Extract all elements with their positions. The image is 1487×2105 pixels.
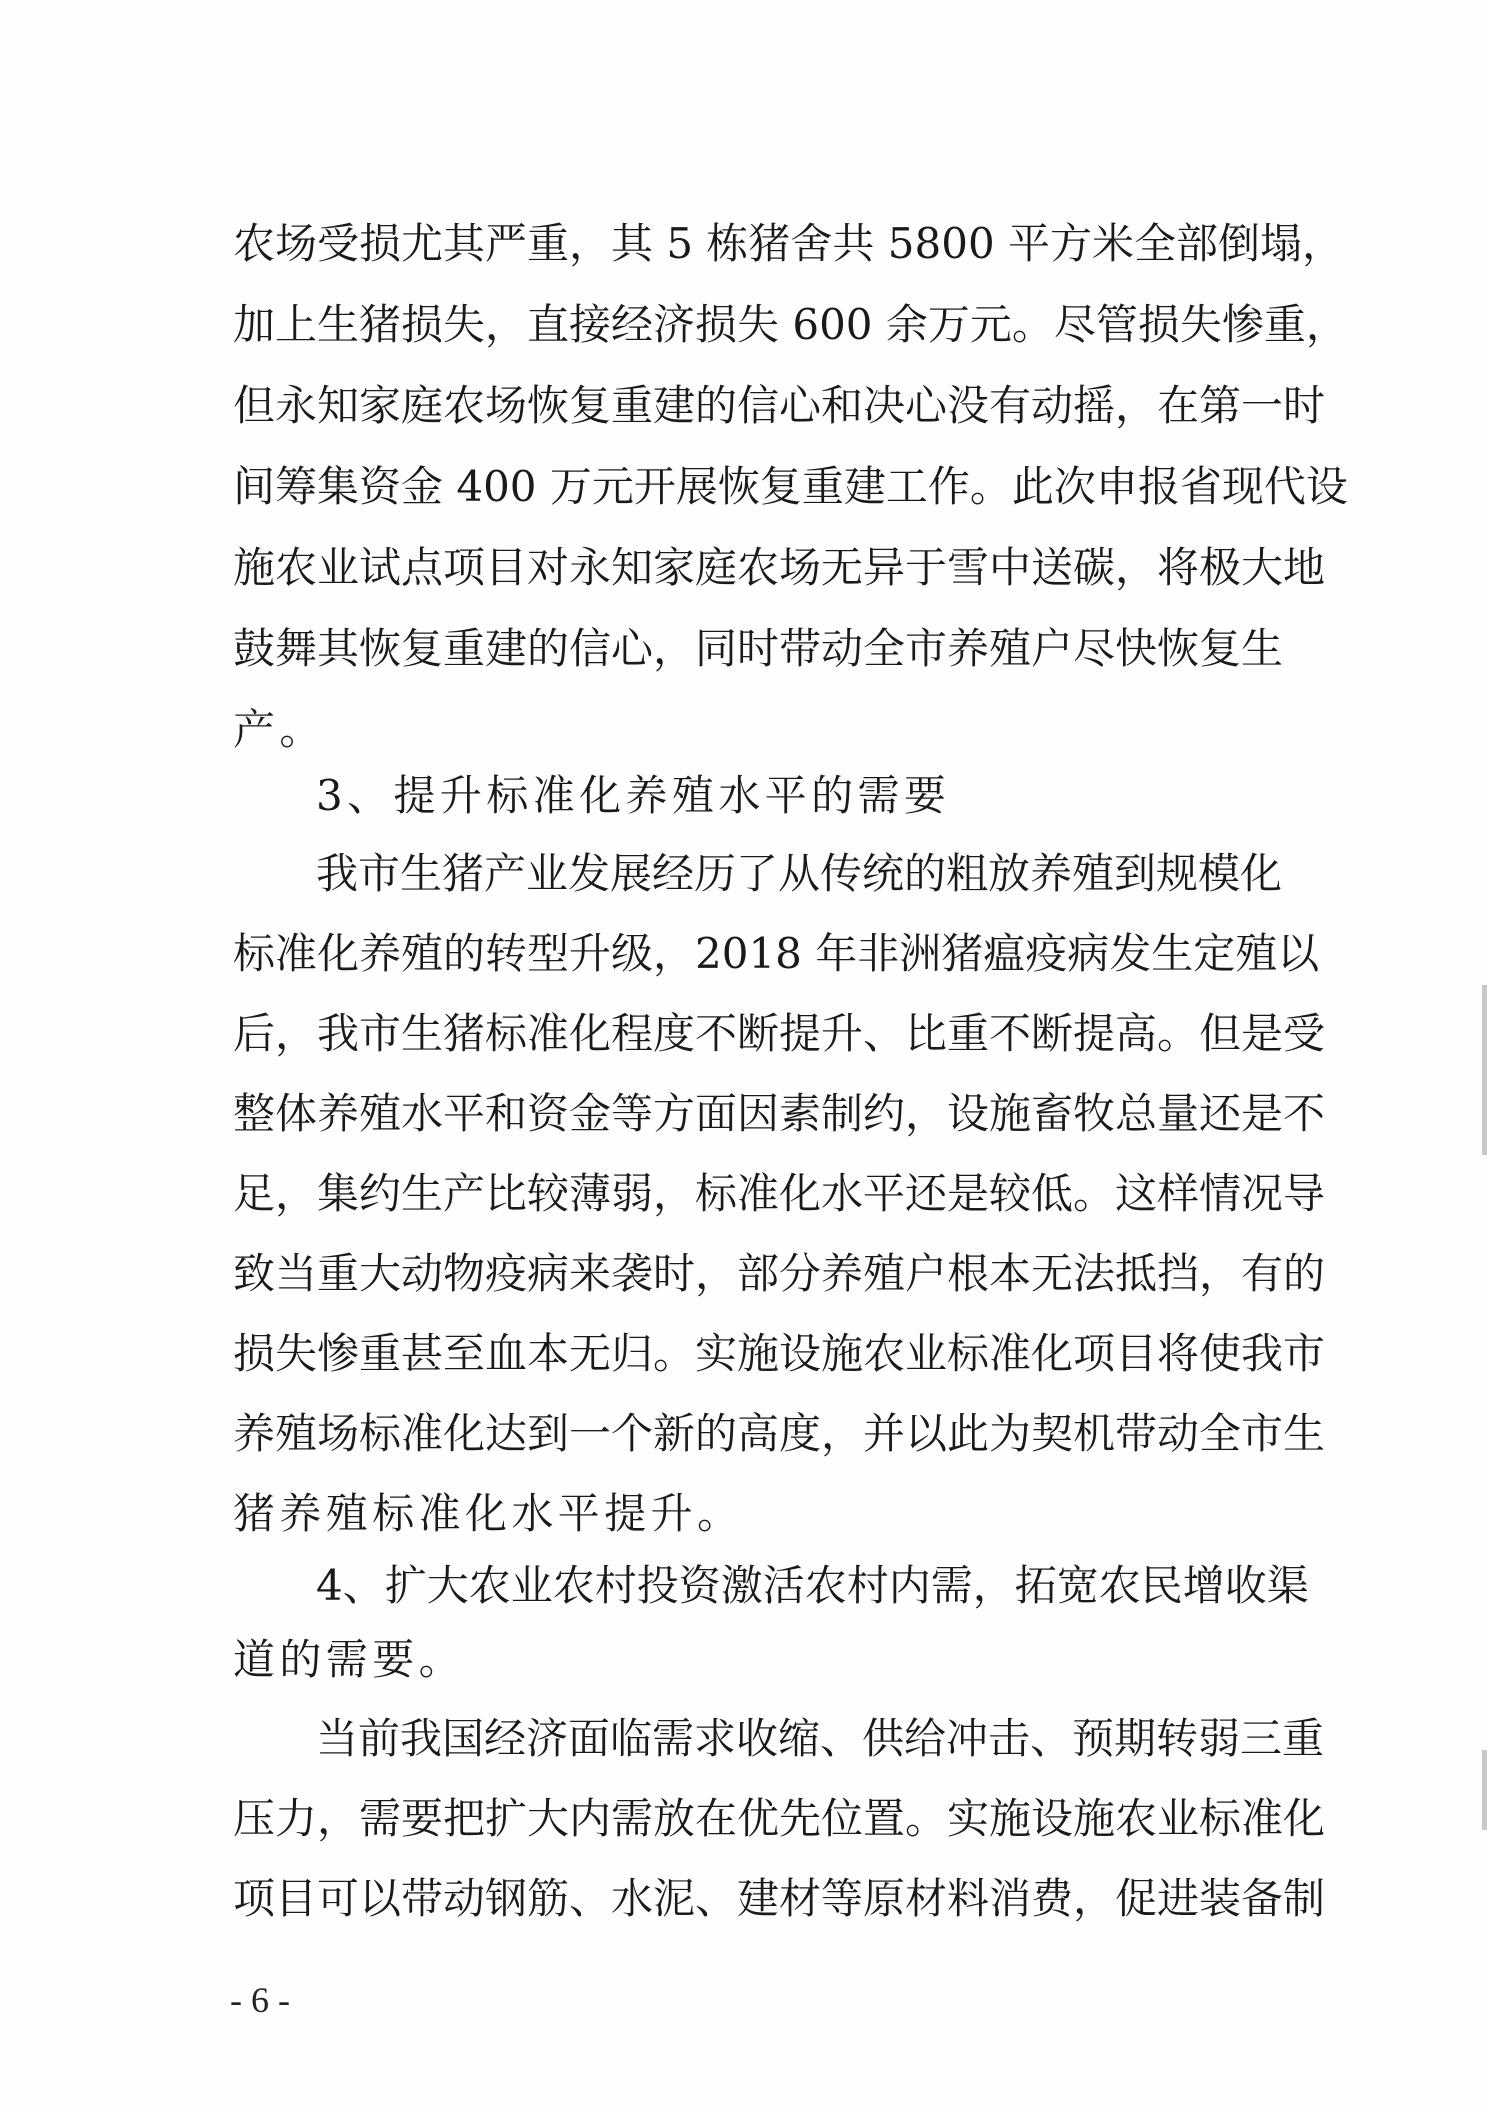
paragraph-line: 致当重大动物疫病来袭时，部分养殖户根本无法抵挡，有的 — [233, 1249, 1326, 1298]
paragraph-line: 标准化养殖的转型升级，2018 年非洲猪瘟疫病发生定殖以 — [233, 929, 1320, 978]
paragraph-line: 产。 — [233, 705, 326, 754]
paragraph-line: 猪养殖标准化水平提升。 — [233, 1489, 744, 1538]
paragraph-line: 压力，需要把扩大内需放在优先位置。实施设施农业标准化 — [233, 1794, 1326, 1843]
paragraph-line: 整体养殖水平和资金等方面因素制约，设施畜牧总量还是不 — [233, 1089, 1326, 1138]
paragraph-line: 施农业试点项目对永知家庭农场无异于雪中送碳，将极大地 — [233, 543, 1326, 592]
paragraph-line: 农场受损尤其严重，其 5 栋猪舍共 5800 平方米全部倒塌， — [233, 219, 1345, 268]
paragraph-line: 损失惨重甚至血本无归。实施设施农业标准化项目将使我市 — [233, 1329, 1326, 1378]
paragraph-line: 鼓舞其恢复重建的信心，同时带动全市养殖户尽快恢复生 — [233, 624, 1284, 673]
paragraph-line: 当前我国经济面临需求收缩、供给冲击、预期转弱三重 — [316, 1714, 1325, 1763]
section-heading: 4、扩大农业农村投资激活农村内需，拓宽农民增收渠 — [316, 1561, 1309, 1610]
paragraph-line: 足，集约生产比较薄弱，标准化水平还是较低。这样情况导 — [233, 1169, 1326, 1218]
page-number: - 6 - — [230, 1980, 290, 2020]
paragraph-line: 后，我市生猪标准化程度不断提升、比重不断提高。但是受 — [233, 1009, 1326, 1058]
paragraph-line: 项目可以带动钢筋、水泥、建材等原材料消费，促进装备制 — [233, 1874, 1326, 1923]
paragraph-line: 间筹集资金 400 万元开展恢复重建工作。此次申报省现代设 — [233, 462, 1348, 511]
section-heading-continuation: 道的需要。 — [233, 1635, 466, 1684]
paragraph-line: 但永知家庭农场恢复重建的信心和决心没有动摇，在第一时 — [233, 381, 1326, 430]
paragraph-line: 我市生猪产业发展经历了从传统的粗放养殖到规模化 — [316, 849, 1283, 898]
section-heading: 3、提升标准化养殖水平的需要 — [316, 771, 951, 820]
paragraph-line: 加上生猪损失，直接经济损失 600 余万元。尽管损失惨重， — [233, 300, 1348, 349]
scan-edge-mark — [1482, 985, 1487, 1155]
paragraph-line: 养殖场标准化达到一个新的高度，并以此为契机带动全市生 — [233, 1409, 1326, 1458]
scan-edge-mark — [1482, 1750, 1487, 1830]
